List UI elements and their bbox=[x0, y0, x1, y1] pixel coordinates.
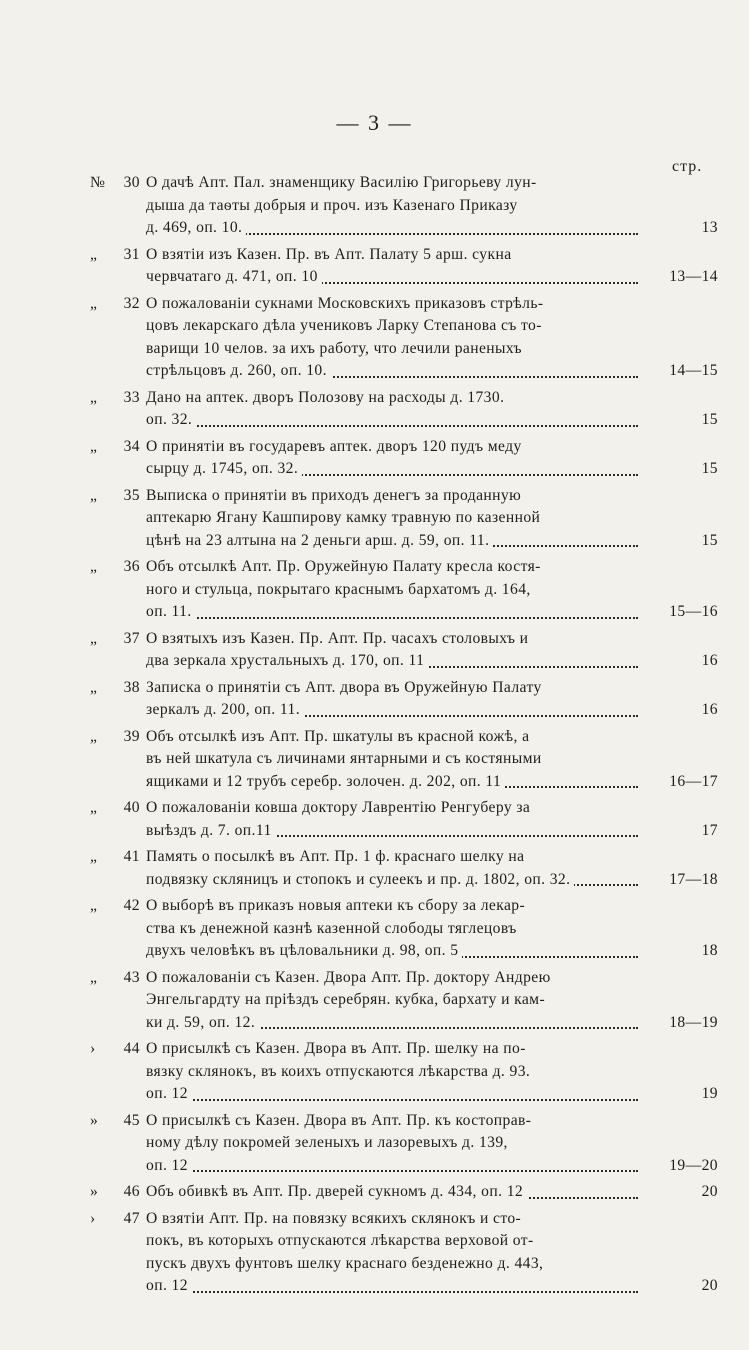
toc-entry bbox=[90, 797, 718, 842]
entry-text-line: О пожалованіи ковша доктору Лаврентію Ренгуберу за bbox=[146, 799, 531, 816]
entry-marker: № bbox=[90, 174, 106, 191]
toc-entry bbox=[90, 387, 718, 432]
entry-marker: „ bbox=[90, 294, 98, 312]
entry-text-line: О присылкѣ съ Казен. Двора въ Апт. Пр. шелку на по- bbox=[146, 1040, 526, 1057]
entry-number: 34 bbox=[123, 437, 140, 455]
entry-page-ref: 18—19 bbox=[669, 1013, 718, 1031]
toc-entry bbox=[90, 1208, 718, 1298]
toc-entry bbox=[90, 1181, 718, 1204]
entry-number: 38 bbox=[123, 678, 140, 696]
page-column-label: стр. bbox=[672, 158, 703, 175]
entry-description bbox=[146, 556, 638, 624]
entry-marker: „ bbox=[90, 727, 98, 745]
entry-text-line: покъ, въ которыхъ отпускаются лѣкарства верховой от- bbox=[146, 1232, 534, 1249]
entry-number: 40 bbox=[123, 799, 140, 816]
entry-text-line: О взятыхъ изъ Казен. Пр. Апт. Пр. часахъ столовыхъ и bbox=[146, 629, 529, 647]
entry-number: 43 bbox=[123, 968, 140, 986]
entry-description bbox=[146, 1038, 638, 1106]
table-of-contents bbox=[90, 172, 718, 1302]
entry-number: 33 bbox=[123, 388, 140, 406]
toc-entry bbox=[90, 895, 718, 963]
entry-marker: „ bbox=[90, 799, 98, 816]
entry-text-line: ному дѣлу покромей зеленыхъ и лазоревыхъ д. 139, bbox=[146, 1134, 508, 1151]
dot-leaders bbox=[146, 1170, 638, 1172]
entry-marker: „ bbox=[90, 486, 98, 504]
entry-description bbox=[146, 436, 638, 481]
entry-text-line: вязку склянокъ, въ коихъ отпускаются лѣкарства д. 93. bbox=[146, 1062, 531, 1080]
toc-entry bbox=[90, 967, 718, 1035]
entry-description bbox=[146, 172, 638, 240]
entry-marker: „ bbox=[90, 629, 98, 647]
entry-page-ref: 16 bbox=[701, 701, 718, 718]
entry-description bbox=[146, 387, 638, 432]
entry-number: 44 bbox=[123, 1040, 140, 1057]
toc-entry bbox=[90, 172, 718, 240]
entry-marker: „ bbox=[90, 968, 98, 986]
entry-number: 37 bbox=[123, 629, 140, 647]
entry-description bbox=[146, 1110, 638, 1178]
entry-text-line: оп. 11. bbox=[146, 601, 638, 624]
toc-entry bbox=[90, 726, 718, 794]
entry-text-line: варищи 10 челов. за ихъ работу, что лечили раненыхъ bbox=[146, 339, 522, 357]
entry-page-ref: 15—16 bbox=[669, 603, 718, 620]
toc-entry bbox=[90, 846, 718, 891]
toc-entry bbox=[90, 244, 718, 289]
entry-marker: „ bbox=[90, 678, 98, 696]
dot-leaders bbox=[146, 617, 638, 619]
entry-text-line: д. 469, оп. 10. bbox=[146, 217, 638, 240]
entry-text-line: Энгельгардту на пріѣздъ серебрян. кубка, бархату и кам- bbox=[146, 991, 546, 1008]
dot-leaders bbox=[146, 1291, 638, 1293]
entry-description bbox=[146, 1181, 638, 1204]
entry-text-line: червчатаго д. 471, оп. 10 bbox=[146, 266, 638, 289]
entry-text-line: цовъ лекарскаго дѣла учениковъ Ларку Степанова съ то- bbox=[146, 317, 542, 334]
entry-marker: » bbox=[90, 1183, 99, 1200]
entry-text-line: зеркалъ д. 200, оп. 11. bbox=[146, 699, 638, 722]
entry-page-ref: 15 bbox=[701, 460, 718, 477]
entry-marker: › bbox=[90, 1040, 96, 1057]
entry-text-line: Дано на аптек. дворъ Полозову на расходы д. 1730. bbox=[146, 388, 505, 406]
entry-text-line: О выборѣ въ приказъ новыя аптеки къ сбору за лекар- bbox=[146, 897, 526, 914]
entry-description bbox=[146, 628, 638, 673]
entry-description bbox=[146, 1208, 638, 1298]
entry-number: 45 bbox=[123, 1111, 140, 1129]
entry-text-line: Объ отсылкѣ Апт. Пр. Оружейную Палату кресла костя- bbox=[146, 558, 541, 575]
entry-page-ref: 15 bbox=[701, 411, 718, 428]
entry-text-line: двухъ человѣкъ въ цѣловальники д. 98, оп. 5 bbox=[146, 940, 638, 963]
entry-number: 32 bbox=[123, 294, 140, 312]
entry-page-ref: 13 bbox=[701, 219, 718, 236]
entry-page-ref: 19—20 bbox=[669, 1156, 718, 1174]
entry-text-line: два зеркала хрустальныхъ д. 170, оп. 11 bbox=[146, 650, 638, 673]
entry-page-ref: 14—15 bbox=[669, 362, 718, 379]
entry-text-line: Записка о принятіи съ Апт. двора въ Оружейную Палату bbox=[146, 678, 542, 696]
entry-page-ref: 20 bbox=[701, 1277, 718, 1294]
entry-number: 41 bbox=[123, 848, 140, 865]
entry-page-ref: 15 bbox=[701, 531, 718, 549]
entry-page-ref: 13—14 bbox=[669, 268, 718, 285]
entry-text-line: ства къ денежной казнѣ казенной слободы тяглецовъ bbox=[146, 919, 517, 937]
entry-text-line: О дачѣ Апт. Пал. знаменщику Василію Григорьеву лун- bbox=[146, 174, 537, 191]
entry-text-line: ки д. 59, оп. 12. bbox=[146, 1012, 638, 1035]
entry-page-ref: 16—17 bbox=[669, 772, 718, 790]
toc-entry bbox=[90, 485, 718, 553]
entry-text-line: Выписка о принятіи въ приходъ денегъ за проданную bbox=[146, 486, 522, 504]
entry-number: 35 bbox=[123, 486, 140, 504]
entry-number: 42 bbox=[123, 897, 140, 914]
entry-page-ref: 17—18 bbox=[669, 870, 718, 888]
entry-text-line: О взятіи Апт. Пр. на повязку всякихъ склянокъ и сто- bbox=[146, 1209, 522, 1227]
entry-text-line: аптекарю Ягану Кашпирову камку травную по казенной bbox=[146, 509, 541, 526]
entry-text-line: пускъ двухъ фунтовъ шелку краснаго безденежно д. 443, bbox=[146, 1254, 544, 1272]
entry-page-ref: 19 bbox=[701, 1085, 718, 1102]
entry-text-line: ящиками и 12 трубъ серебр. золочен. д. 202, оп. 11 bbox=[146, 771, 638, 794]
entry-marker: „ bbox=[90, 897, 98, 914]
entry-text-line: оп. 12 bbox=[146, 1275, 638, 1298]
entry-description bbox=[146, 244, 638, 289]
entry-text-line: выѣздъ д. 7. оп.11 bbox=[146, 820, 638, 843]
entry-text-line: стрѣльцовъ д. 260, оп. 10. bbox=[146, 360, 638, 383]
toc-entry bbox=[90, 556, 718, 624]
entry-text-line: ного и стульца, покрытаго краснымъ бархатомъ д. 164, bbox=[146, 580, 531, 598]
entry-text-line: подвязку скляницъ и стопокъ и сулеекъ и пр. д. 1802, оп. 32. bbox=[146, 869, 638, 892]
entry-description bbox=[146, 293, 638, 383]
entry-description bbox=[146, 726, 638, 794]
entry-text-line: въ ней шкатула съ личинами янтарными и съ костяными bbox=[146, 750, 542, 767]
entry-number: 47 bbox=[123, 1209, 140, 1227]
dot-leaders bbox=[146, 425, 638, 427]
entry-description bbox=[146, 967, 638, 1035]
entry-text-line: дыша да таѳты добрыя и проч. изъ Казенаго Приказу bbox=[146, 196, 518, 214]
entry-marker: „ bbox=[90, 388, 98, 406]
toc-entry bbox=[90, 1038, 718, 1106]
entry-marker: „ bbox=[90, 437, 98, 455]
entry-description bbox=[146, 797, 638, 842]
entry-text-line: О взятіи изъ Казен. Пр. въ Апт. Палату 5 арш. сукна bbox=[146, 245, 512, 263]
dot-leaders bbox=[146, 1099, 638, 1101]
toc-entry bbox=[90, 628, 718, 673]
entry-number: 39 bbox=[123, 727, 140, 745]
entry-marker: „ bbox=[90, 245, 98, 263]
toc-entry bbox=[90, 293, 718, 383]
entry-text-line: сырцу д. 1745, оп. 32. bbox=[146, 458, 638, 481]
entry-text-line: оп. 12 bbox=[146, 1155, 638, 1178]
entry-text-line: оп. 32. bbox=[146, 409, 638, 432]
entry-number: 30 bbox=[123, 174, 140, 191]
entry-marker: „ bbox=[90, 558, 98, 575]
entry-number: 36 bbox=[123, 558, 140, 575]
entry-number: 31 bbox=[123, 245, 140, 263]
entry-text-line: оп. 12 bbox=[146, 1083, 638, 1106]
entry-text-line: Память о посылкѣ въ Апт. Пр. 1 ф. краснаго шелку на bbox=[146, 848, 525, 865]
entry-page-ref: 18 bbox=[701, 942, 718, 959]
entry-text-line: О принятіи въ государевъ аптек. дворъ 120 пудъ меду bbox=[146, 437, 522, 455]
entry-text-line: О пожалованіи съ Казен. Двора Апт. Пр. доктору Андрею bbox=[146, 968, 551, 986]
entry-description bbox=[146, 677, 638, 722]
entry-page-ref: 20 bbox=[701, 1183, 718, 1200]
entry-description bbox=[146, 846, 638, 891]
entry-marker: „ bbox=[90, 848, 98, 865]
entry-page-ref: 17 bbox=[701, 821, 718, 839]
entry-text-line: Объ отсылкѣ изъ Апт. Пр. шкатулы въ красной кожѣ, а bbox=[146, 727, 530, 745]
entry-page-ref: 16 bbox=[701, 652, 718, 669]
entry-text-line: О пожалованіи сукнами Московскихъ приказовъ стрѣль- bbox=[146, 294, 544, 312]
toc-entry bbox=[90, 1110, 718, 1178]
toc-entry bbox=[90, 436, 718, 481]
page-number: — 3 — bbox=[336, 110, 413, 135]
entry-text-line: О присылкѣ съ Казен. Двора въ Апт. Пр. къ костоправ- bbox=[146, 1111, 532, 1129]
entry-number: 46 bbox=[123, 1183, 140, 1200]
entry-description bbox=[146, 895, 638, 963]
entry-text-line: цѣнѣ на 23 алтына на 2 деньги арш. д. 59, оп. 11. bbox=[146, 530, 638, 553]
entry-marker: » bbox=[90, 1111, 99, 1129]
entry-text-line: Объ обивкѣ въ Апт. Пр. дверей сукномъ д. 434, оп. 12 bbox=[146, 1181, 638, 1204]
entry-marker: › bbox=[90, 1209, 96, 1227]
toc-entry bbox=[90, 677, 718, 722]
entry-description bbox=[146, 485, 638, 553]
